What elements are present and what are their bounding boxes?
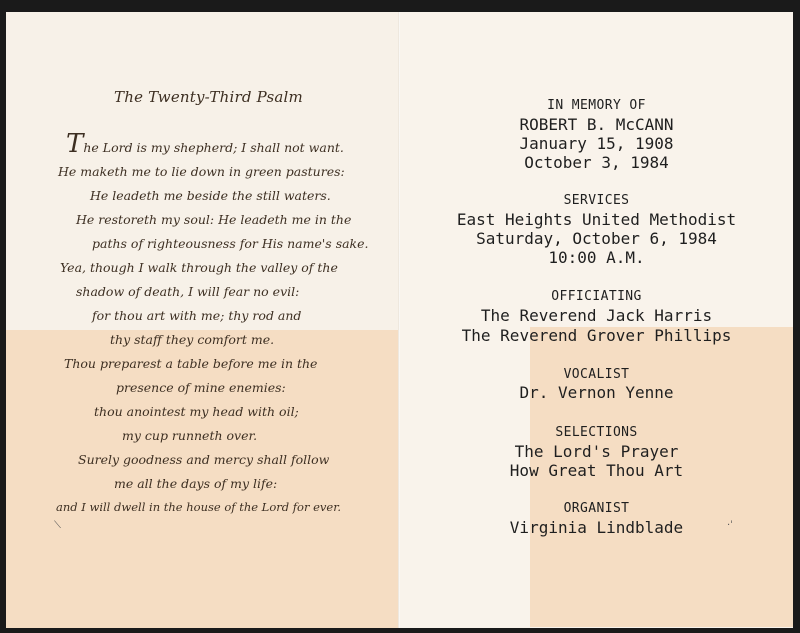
psalm-line: He leadeth me beside the still waters. — [90, 188, 331, 203]
psalm-line: my cup runneth over. — [122, 428, 258, 443]
psalm-line: presence of mine enemies: — [116, 380, 286, 395]
psalm-line: Surely goodness and mercy shall follow — [78, 452, 330, 467]
psalm-line: thy staff they comfort me. — [110, 332, 275, 347]
birth-date: January 15, 1908 — [519, 134, 674, 153]
service-time: 10:00 A.M. — [548, 248, 645, 267]
pencil-mark: ·ˈ — [727, 520, 733, 531]
organist-heading: ORGANIST — [563, 501, 630, 516]
vocalist-heading: VOCALIST — [563, 367, 630, 382]
service-date: Saturday, October 6, 1984 — [476, 229, 717, 248]
left-page — [6, 12, 400, 628]
memory-heading: IN MEMORY OF — [547, 98, 646, 113]
death-date: October 3, 1984 — [524, 153, 669, 172]
organist-name: Virginia Lindblade — [509, 518, 684, 537]
psalm-line: Yea, though I walk through the valley of the — [60, 260, 338, 275]
deceased-name: ROBERT B. McCANN — [519, 115, 674, 134]
selection-title: The Lord's Prayer — [514, 442, 679, 461]
psalm-line: for thou art with me; thy rod and — [92, 308, 302, 323]
services-heading: SERVICES — [563, 193, 630, 208]
officiant-name: The Reverend Grover Phillips — [461, 326, 732, 345]
officiating-heading: OFFICIATING — [551, 289, 642, 304]
psalm-line: thou anointest my head with oil; — [94, 404, 299, 419]
psalm-line: paths of righteousness for His name's sake. — [92, 236, 369, 251]
church-name: East Heights United Methodist — [456, 210, 737, 229]
psalm-line: He restoreth my soul: He leadeth me in the — [76, 212, 352, 227]
officiant-name: The Reverend Jack Harris — [480, 306, 713, 325]
psalm-line: and I will dwell in the house of the Lord for ever. — [56, 500, 342, 514]
right-page — [400, 12, 793, 628]
psalm-line: shadow of death, I will fear no evil: — [76, 284, 300, 299]
pencil-mark: ⟍ — [54, 520, 61, 531]
psalm-line: The Lord is my shepherd; I shall not want. — [66, 129, 344, 159]
psalm-line: Thou preparest a table before me in the — [64, 356, 318, 371]
memorial-program — [400, 12, 793, 628]
selections-heading: SELECTIONS — [555, 425, 638, 440]
psalm-line: me all the days of my life: — [114, 476, 278, 491]
selection-title: How Great Thou Art — [509, 461, 684, 480]
vocalist-name: Dr. Vernon Yenne — [519, 383, 674, 402]
psalm-section — [6, 12, 400, 628]
psalm-line: He maketh me to lie down in green pastures: — [58, 164, 345, 179]
psalm-title: The Twenty-Third Psalm — [114, 88, 303, 106]
